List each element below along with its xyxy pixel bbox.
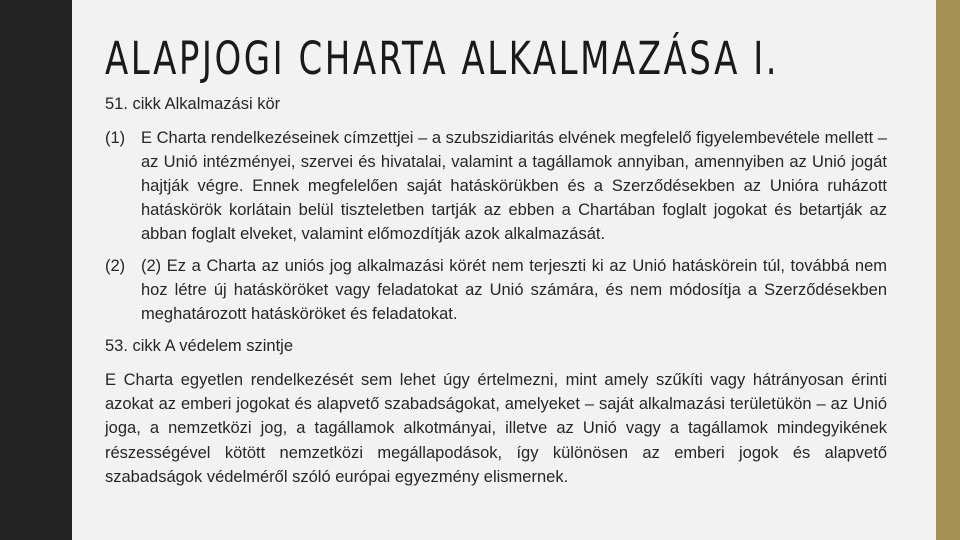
- paragraph-text: (2) Ez a Charta az uniós jog alkalmazási körét nem terjeszti ki az Unió hatáskörein túl, továbbá nem hoz létre új hatásköröket vagy feladatokat az Unió számára, és nem módosítja a Szerződésekben meghatározott hatásköröket és feladatokat.: [141, 257, 887, 323]
- article-53-text: E Charta egyetlen rendelkezését sem lehet úgy értelmezni, mint amely szűkíti vagy hátrányosan érinti azokat az emberi jogokat és alapvető szabadságokat, amelyeket – saját alkalmazási területükön – az Unió joga, a nemzetközi jog, a tagállamok alkotmányai, illetve az Unió vagy a tagállamok mindegyikének részességével kötött nemzetközi megállapodások, így különösen az emberi jogok és alapvető szabadságok védelméről szóló európai egyezmény elismernek.: [105, 371, 887, 486]
- paragraph-number: (1): [105, 129, 126, 147]
- right-decorative-band: [936, 0, 960, 540]
- torn-edge-decoration: [54, 0, 84, 540]
- slide-content: [105, 30, 887, 489]
- paragraph-1: [105, 126, 887, 246]
- article-51-heading: 51. cikk Alkalmazási kör: [105, 95, 281, 113]
- slide-body: [105, 92, 887, 489]
- paragraph-text: E Charta rendelkezéseinek címzettjei – a szubszidiaritás elvének megfelelő figyelembevétele mellett – az Unió intézményei, szervei és hivatalai, valamint a tagállamok annyiban, amennyiben az Unió jogát hajtják végre. Ennek megfelelően saját hatáskörükben és a Szerződésekben az Unióra ruházott hatáskörök korlátain belül tiszteletben tartják az ebben a Chartában foglalt jogokat és betartják az abban foglalt elveket, valamint előmozdítják azok alkalmazását.: [141, 129, 887, 243]
- article-53-heading: 53. cikk A védelem szintje: [105, 337, 294, 355]
- paragraph-2: [105, 254, 887, 326]
- paragraph-number: (2): [105, 257, 126, 275]
- slide-title: ALAPJOGI CHARTA ALKALMAZÁSA I.: [105, 32, 780, 85]
